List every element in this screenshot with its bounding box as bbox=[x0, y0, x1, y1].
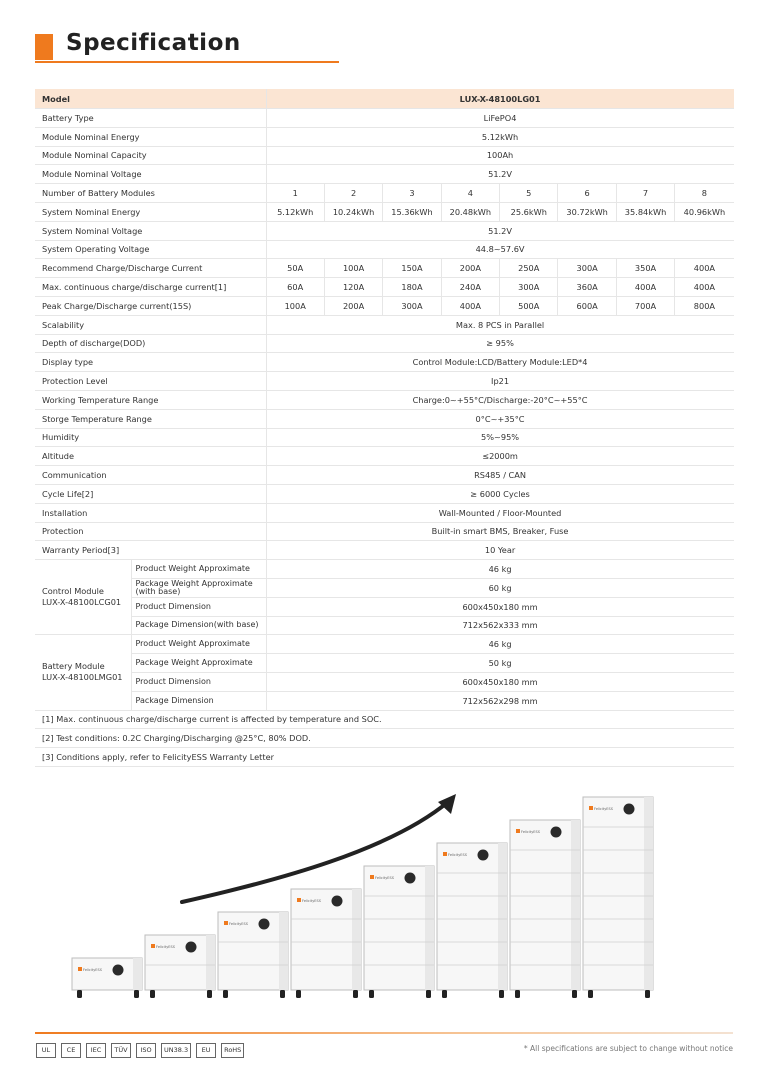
spec-label: Installation bbox=[35, 503, 266, 522]
spec-value-cell: 250A bbox=[500, 259, 558, 278]
brand-logo-icon bbox=[151, 944, 155, 948]
spec-value-cell: 8 bbox=[675, 184, 734, 203]
brand-logo-icon bbox=[443, 852, 447, 856]
table-row bbox=[35, 259, 734, 278]
brand-logo-icon bbox=[297, 898, 301, 902]
battery-module-name bbox=[35, 635, 131, 710]
spec-sub-label: Product Weight Approximate bbox=[131, 560, 266, 579]
display-icon bbox=[259, 919, 270, 930]
brand-logo-text: FelicityESS bbox=[302, 899, 321, 903]
table-row bbox=[35, 390, 734, 409]
certification-badge-icon: UL bbox=[36, 1043, 56, 1058]
footer-divider bbox=[35, 1032, 733, 1034]
table-row bbox=[35, 315, 734, 334]
spec-value-cell: 300A bbox=[558, 259, 616, 278]
model-value: LUX-X-48100LG01 bbox=[266, 89, 734, 109]
wheel-icon bbox=[353, 990, 358, 998]
spec-label: Peak Charge/Discharge current(15S) bbox=[35, 296, 266, 315]
spec-value-cell: 200A bbox=[441, 259, 499, 278]
certification-badge-icon: RoHS bbox=[221, 1043, 244, 1058]
note-row bbox=[35, 748, 734, 767]
spec-value-cell: 400A bbox=[616, 278, 674, 297]
spec-value: 51.2V bbox=[266, 221, 734, 240]
spec-label: Recommend Charge/Discharge Current bbox=[35, 259, 266, 278]
table-row bbox=[35, 447, 734, 466]
display-icon bbox=[478, 850, 489, 861]
spec-value-cell: 4 bbox=[441, 184, 499, 203]
spec-value-cell: 800A bbox=[675, 296, 734, 315]
wheel-icon bbox=[77, 990, 82, 998]
battery-tower-6 bbox=[437, 843, 507, 998]
brand-logo-icon bbox=[78, 967, 82, 971]
spec-value-cell: 300A bbox=[383, 296, 441, 315]
note-row bbox=[35, 729, 734, 748]
title-underline bbox=[35, 61, 339, 63]
spec-value: Charge:0~+55°C/Discharge:-20°C~+55°C bbox=[266, 390, 734, 409]
brand-logo-icon bbox=[589, 806, 593, 810]
brand-logo-text: FelicityESS bbox=[594, 807, 613, 811]
display-icon bbox=[186, 942, 197, 953]
spec-value-cell: 400A bbox=[441, 296, 499, 315]
table-row bbox=[35, 109, 734, 128]
spec-value-cell: 10.24kWh bbox=[324, 202, 382, 221]
brand-logo-text: FelicityESS bbox=[83, 968, 102, 972]
brand-logo-icon bbox=[516, 829, 520, 833]
wheel-icon bbox=[442, 990, 447, 998]
group-model-line: LUX-X-48100LCG01 bbox=[42, 597, 122, 608]
spec-label: Display type bbox=[35, 353, 266, 372]
spec-label: Working Temperature Range bbox=[35, 390, 266, 409]
wheel-icon bbox=[645, 990, 650, 998]
table-row bbox=[35, 691, 734, 710]
spec-value: 600x450x180 mm bbox=[266, 672, 734, 691]
spec-sub-label: Package Dimension bbox=[131, 691, 266, 710]
spec-label: Module Nominal Voltage bbox=[35, 165, 266, 184]
footnote-text: [3] Conditions apply, refer to FelicityESS Warranty Letter bbox=[35, 748, 734, 767]
spec-value: 600x450x180 mm bbox=[266, 597, 734, 616]
spec-value-cell: 500A bbox=[500, 296, 558, 315]
spec-value-cell: 3 bbox=[383, 184, 441, 203]
spec-value: Max. 8 PCS in Parallel bbox=[266, 315, 734, 334]
spec-value-cell: 100A bbox=[324, 259, 382, 278]
wheel-icon bbox=[207, 990, 212, 998]
spec-label: System Nominal Energy bbox=[35, 202, 266, 221]
spec-label: Cycle Life[2] bbox=[35, 484, 266, 503]
control-module-name bbox=[35, 560, 131, 635]
spec-label: Module Nominal Capacity bbox=[35, 146, 266, 165]
product-lineup-illustration bbox=[60, 780, 680, 1010]
table-row bbox=[35, 165, 734, 184]
display-icon bbox=[551, 827, 562, 838]
table-row bbox=[35, 146, 734, 165]
table-row bbox=[35, 597, 734, 616]
brand-logo-icon bbox=[224, 921, 228, 925]
spec-sub-label: Product Weight Approximate bbox=[131, 635, 266, 654]
spec-value-cell: 15.36kWh bbox=[383, 202, 441, 221]
group-name-line: Battery Module bbox=[42, 661, 105, 672]
brand-logo-text: FelicityESS bbox=[521, 830, 540, 834]
spec-value-cell: 600A bbox=[558, 296, 616, 315]
spec-value: 44.8~57.6V bbox=[266, 240, 734, 259]
note-row bbox=[35, 710, 734, 729]
spec-value-cell: 5 bbox=[500, 184, 558, 203]
battery-tower-8 bbox=[583, 797, 653, 998]
certification-badge-icon: EU bbox=[196, 1043, 216, 1058]
battery-tower-5 bbox=[364, 866, 434, 998]
table-row bbox=[35, 221, 734, 240]
spec-value: ≥ 95% bbox=[266, 334, 734, 353]
spec-value-cell: 1 bbox=[266, 184, 324, 203]
table-row bbox=[35, 541, 734, 560]
spec-value: RS485 / CAN bbox=[266, 466, 734, 485]
spec-label: System Nominal Voltage bbox=[35, 221, 266, 240]
certification-badge-icon: ISO bbox=[136, 1043, 156, 1058]
wheel-icon bbox=[296, 990, 301, 998]
spec-value-cell: 7 bbox=[616, 184, 674, 203]
table-row bbox=[35, 484, 734, 503]
spec-value-cell: 700A bbox=[616, 296, 674, 315]
footer-note: * All specifications are subject to change without notice bbox=[523, 1044, 733, 1053]
table-row bbox=[35, 466, 734, 485]
spec-label: Depth of discharge(DOD) bbox=[35, 334, 266, 353]
spec-value-cell: 360A bbox=[558, 278, 616, 297]
certification-logos bbox=[36, 1042, 244, 1058]
spec-value-cell: 300A bbox=[500, 278, 558, 297]
spec-sub-label: Package Dimension(with base) bbox=[131, 616, 266, 635]
battery-tower-4 bbox=[291, 889, 361, 998]
table-row bbox=[35, 503, 734, 522]
table-row bbox=[35, 202, 734, 221]
spec-table bbox=[35, 89, 734, 767]
brand-logo-text: FelicityESS bbox=[448, 853, 467, 857]
spec-label: Protection bbox=[35, 522, 266, 541]
model-label: Model bbox=[35, 89, 266, 109]
spec-sub-label: Package Weight Approximate (with base) bbox=[131, 578, 266, 597]
battery-tower-1 bbox=[72, 958, 142, 998]
spec-value-cell: 120A bbox=[324, 278, 382, 297]
spec-label: Number of Battery Modules bbox=[35, 184, 266, 203]
wheel-icon bbox=[223, 990, 228, 998]
spec-value: 712x562x333 mm bbox=[266, 616, 734, 635]
battery-tower-3 bbox=[218, 912, 288, 998]
spec-value: Control Module:LCD/Battery Module:LED*4 bbox=[266, 353, 734, 372]
spec-value: 60 kg bbox=[266, 578, 734, 597]
spec-value: ≤2000m bbox=[266, 447, 734, 466]
battery-tower-2 bbox=[145, 935, 215, 998]
spec-value: LiFePO4 bbox=[266, 109, 734, 128]
wheel-icon bbox=[499, 990, 504, 998]
certification-badge-icon: TÜV bbox=[111, 1043, 131, 1058]
spec-value-cell: 400A bbox=[675, 278, 734, 297]
display-icon bbox=[405, 873, 416, 884]
spec-value: Ip21 bbox=[266, 372, 734, 391]
table-row bbox=[35, 127, 734, 146]
spec-value: Built-in smart BMS, Breaker, Fuse bbox=[266, 522, 734, 541]
spec-value-cell: 35.84kWh bbox=[616, 202, 674, 221]
spec-label: Storge Temperature Range bbox=[35, 409, 266, 428]
spec-label: Battery Type bbox=[35, 109, 266, 128]
wheel-icon bbox=[588, 990, 593, 998]
spec-label: Humidity bbox=[35, 428, 266, 447]
brand-logo-icon bbox=[370, 875, 374, 879]
spec-label: Altitude bbox=[35, 447, 266, 466]
spec-value-cell: 40.96kWh bbox=[675, 202, 734, 221]
spec-label: Scalability bbox=[35, 315, 266, 334]
footnote-text: [1] Max. continuous charge/discharge current is affected by temperature and SOC. bbox=[35, 710, 734, 729]
title-accent-bar bbox=[35, 34, 53, 60]
spec-value: 50 kg bbox=[266, 654, 734, 673]
wheel-icon bbox=[150, 990, 155, 998]
spec-label: Protection Level bbox=[35, 372, 266, 391]
spec-value: 0°C~+35°C bbox=[266, 409, 734, 428]
table-row bbox=[35, 409, 734, 428]
table-row bbox=[35, 278, 734, 297]
battery-tower-7 bbox=[510, 820, 580, 998]
spec-value-cell: 150A bbox=[383, 259, 441, 278]
spec-value-cell: 50A bbox=[266, 259, 324, 278]
table-row bbox=[35, 240, 734, 259]
growth-arrow-head bbox=[438, 794, 456, 814]
table-row bbox=[35, 184, 734, 203]
table-header-row bbox=[35, 89, 734, 109]
spec-value: 51.2V bbox=[266, 165, 734, 184]
table-row bbox=[35, 672, 734, 691]
display-icon bbox=[624, 804, 635, 815]
spec-sub-label: Product Dimension bbox=[131, 672, 266, 691]
certification-badge-icon: CE bbox=[61, 1043, 81, 1058]
spec-value: 712x562x298 mm bbox=[266, 691, 734, 710]
spec-value-cell: 240A bbox=[441, 278, 499, 297]
spec-value-cell: 20.48kWh bbox=[441, 202, 499, 221]
spec-value-cell: 100A bbox=[266, 296, 324, 315]
spec-value-cell: 200A bbox=[324, 296, 382, 315]
group-model-line: LUX-X-48100LMG01 bbox=[42, 672, 123, 683]
table-row bbox=[35, 616, 734, 635]
spec-value-cell: 400A bbox=[675, 259, 734, 278]
spec-sub-label: Product Dimension bbox=[131, 597, 266, 616]
wheel-icon bbox=[515, 990, 520, 998]
display-icon bbox=[332, 896, 343, 907]
page-title: Specification bbox=[66, 30, 241, 56]
spec-value-cell: 25.6kWh bbox=[500, 202, 558, 221]
table-row bbox=[35, 654, 734, 673]
brand-logo-text: FelicityESS bbox=[375, 876, 394, 880]
spec-label: Module Nominal Energy bbox=[35, 127, 266, 146]
display-icon bbox=[113, 965, 124, 976]
table-row bbox=[35, 372, 734, 391]
spec-value: 5.12kWh bbox=[266, 127, 734, 146]
table-row bbox=[35, 353, 734, 372]
spec-value: 5%~95% bbox=[266, 428, 734, 447]
brand-logo-text: FelicityESS bbox=[156, 945, 175, 949]
wheel-icon bbox=[572, 990, 577, 998]
table-row bbox=[35, 560, 734, 579]
spec-value-cell: 180A bbox=[383, 278, 441, 297]
table-row bbox=[35, 334, 734, 353]
spec-value-cell: 2 bbox=[324, 184, 382, 203]
spec-label: System Operating Voltage bbox=[35, 240, 266, 259]
certification-badge-icon: UN38.3 bbox=[161, 1043, 191, 1058]
spec-value-cell: 5.12kWh bbox=[266, 202, 324, 221]
spec-label: Max. continuous charge/discharge current[1] bbox=[35, 278, 266, 297]
spec-value: 46 kg bbox=[266, 560, 734, 579]
table-row bbox=[35, 635, 734, 654]
certification-badge-icon: IEC bbox=[86, 1043, 106, 1058]
wheel-icon bbox=[280, 990, 285, 998]
table-row bbox=[35, 296, 734, 315]
brand-logo-text: FelicityESS bbox=[229, 922, 248, 926]
group-name-line: Control Module bbox=[42, 586, 104, 597]
table-row bbox=[35, 578, 734, 597]
wheel-icon bbox=[426, 990, 431, 998]
spec-value: Wall-Mounted / Floor-Mounted bbox=[266, 503, 734, 522]
spec-value-cell: 6 bbox=[558, 184, 616, 203]
spec-value-cell: 350A bbox=[616, 259, 674, 278]
spec-value: 10 Year bbox=[266, 541, 734, 560]
spec-value: ≥ 6000 Cycles bbox=[266, 484, 734, 503]
spec-label: Communication bbox=[35, 466, 266, 485]
wheel-icon bbox=[134, 990, 139, 998]
spec-label: Warranty Period[3] bbox=[35, 541, 266, 560]
spec-value: 100Ah bbox=[266, 146, 734, 165]
table-row bbox=[35, 522, 734, 541]
spec-value-cell: 60A bbox=[266, 278, 324, 297]
spec-value: 46 kg bbox=[266, 635, 734, 654]
table-row bbox=[35, 428, 734, 447]
wheel-icon bbox=[369, 990, 374, 998]
footnote-text: [2] Test conditions: 0.2C Charging/Discharging @25°C, 80% DOD. bbox=[35, 729, 734, 748]
spec-sub-label: Package Weight Approximate bbox=[131, 654, 266, 673]
spec-value-cell: 30.72kWh bbox=[558, 202, 616, 221]
